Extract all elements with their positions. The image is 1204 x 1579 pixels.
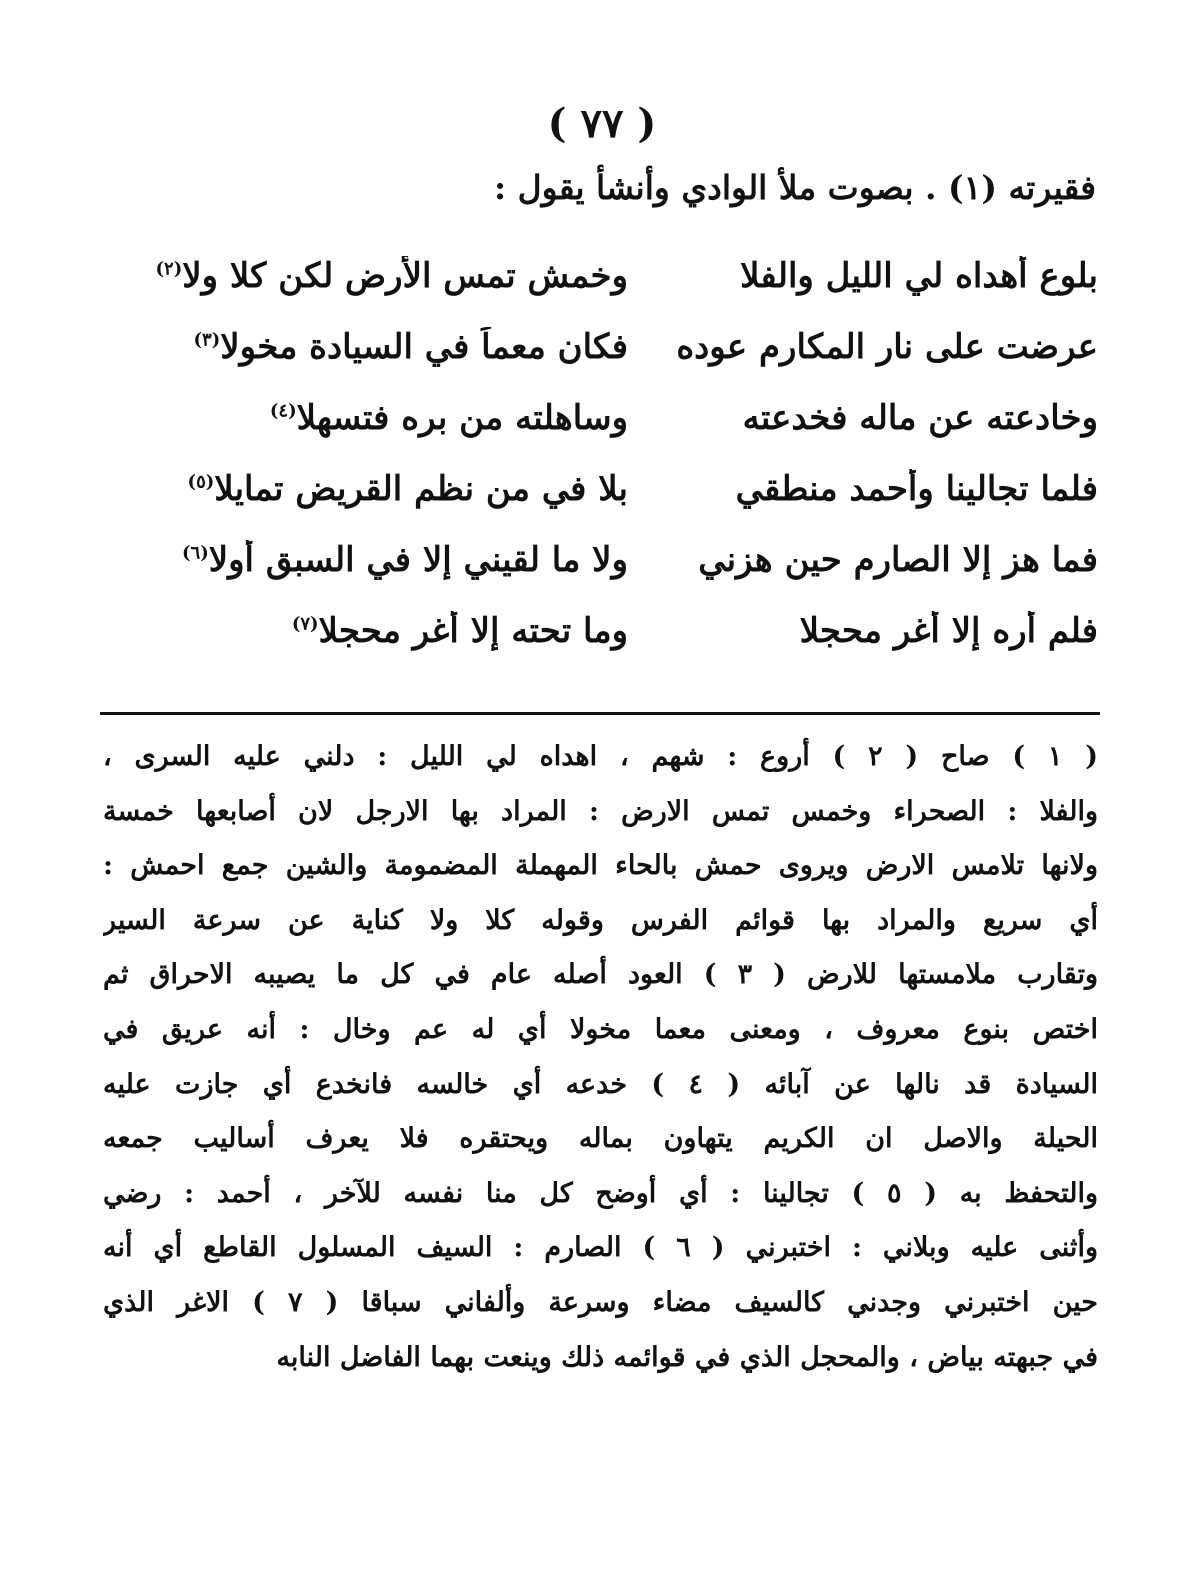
verse-second-hemistich-text: وساهلته من بره فتسهلا: [296, 397, 628, 438]
verse: [108, 240, 1098, 311]
intro-line: فقيرته (١) . بصوت ملأ الوادي وأنشأ يقول :: [494, 168, 1096, 207]
verse-second-hemistich: [108, 469, 628, 509]
footnote-line: حين اختبرني وجدني كالسيف مضاء وسرعة وألفاني سباقا ( ٧ ) الاغر الذي: [103, 1286, 1098, 1318]
footnote-marker: (٥): [187, 471, 215, 493]
footnote-line: وتقارب ملامستها للارض ( ٣ ) العود أصله عام في كل ما يصيبه الاحراق ثم: [103, 959, 1098, 991]
verse-first-hemistich: عرضت على نار المكارم عوده: [676, 326, 1098, 367]
footnote-line: في جبهته بياض ، والمحجل الذي في قوائمه ذلك وينعت بهما الفاضل النابه: [276, 1341, 1098, 1373]
footnote-line: والفلا : الصحراء وخمس تمس الارض : المراد بها الارجل لان أصابعها خمسة: [103, 795, 1098, 827]
footnote-line: أي سريع والمراد بها قوائم الفرس وقوله كلا ولا كناية عن سرعة السير: [103, 904, 1098, 936]
footnote-line: ولانها تلامس الارض ويروى حمش بالحاء المهملة المضمومة والشين جمع احمش :: [103, 850, 1098, 882]
verse: [108, 524, 1098, 595]
footnote-line: الحيلة والاصل ان الكريم يتهاون بماله ويحتقره فلا يعرف أساليب جمعه: [103, 1123, 1098, 1155]
verse-second-hemistich: [108, 256, 628, 296]
verse-first-hemistich: فلم أره إلا أغر محجلا: [799, 610, 1098, 651]
verse-second-hemistich-text: بلا في من نظم القريض تمايلا: [214, 468, 628, 509]
verse-first-hemistich: فلما تجالينا وأحمد منطقي: [735, 468, 1098, 509]
footnote-line: ( ١ ) صاح ( ٢ ) أروع : شهم ، اهداه لي الليل : دلني عليه السرى ،: [103, 741, 1098, 772]
verse-second-hemistich: [108, 540, 628, 580]
footnote-line: اختص بنوع معروف ، ومعنى معما مخولا أي له عم وخال : أنه عريق في: [103, 1013, 1098, 1045]
poem: [108, 240, 1098, 666]
footnote-marker: (٤): [269, 400, 297, 422]
verse: [108, 453, 1098, 524]
verse: [108, 595, 1098, 666]
footnote-marker: (٦): [182, 542, 209, 564]
verse: [108, 311, 1098, 382]
verse: [108, 382, 1098, 453]
verse-second-hemistich: [108, 398, 628, 438]
footnote-line: وأثنى عليه وبلاني : اختبرني ( ٦ ) الصارم : السيف المسلول القاطع أي أنه: [103, 1232, 1098, 1264]
footnote-divider: [100, 712, 1100, 715]
verse-first-hemistich: فما هز إلا الصارم حين هزني: [698, 539, 1098, 580]
footnote-marker: (٢): [155, 258, 183, 280]
verse-second-hemistich-text: ولا ما لقيني إلا في السبق أولا: [208, 539, 628, 580]
verse-second-hemistich: [108, 327, 628, 367]
footnote-marker: (٧): [291, 613, 319, 635]
verse-second-hemistich-text: فكان معماً في السيادة مخولا: [220, 326, 628, 367]
verse-second-hemistich-text: وما تحته إلا أغر محجلا: [318, 610, 628, 651]
footnote-line: والتحفظ به ( ٥ ) تجالينا : أي أوضح كل منا نفسه للآخر ، أحمد : رضي: [103, 1177, 1098, 1209]
verse-second-hemistich-text: وخمش تمس الأرض لكن كلا ولا: [182, 255, 628, 296]
footnote-marker: (٣): [193, 329, 221, 351]
verse-first-hemistich: وخادعته عن ماله فخدعته: [742, 397, 1098, 438]
page-number: ( ٧٧ ): [547, 100, 657, 147]
verse-second-hemistich: [108, 611, 628, 651]
verse-first-hemistich: بلوع أهداه لي الليل والفلا: [740, 255, 1098, 296]
footnotes: [103, 730, 1098, 1385]
footnote-line: السيادة قد نالها عن آبائه ( ٤ ) خدعه أي خالسه فانخدع أي جازت عليه: [103, 1068, 1098, 1100]
